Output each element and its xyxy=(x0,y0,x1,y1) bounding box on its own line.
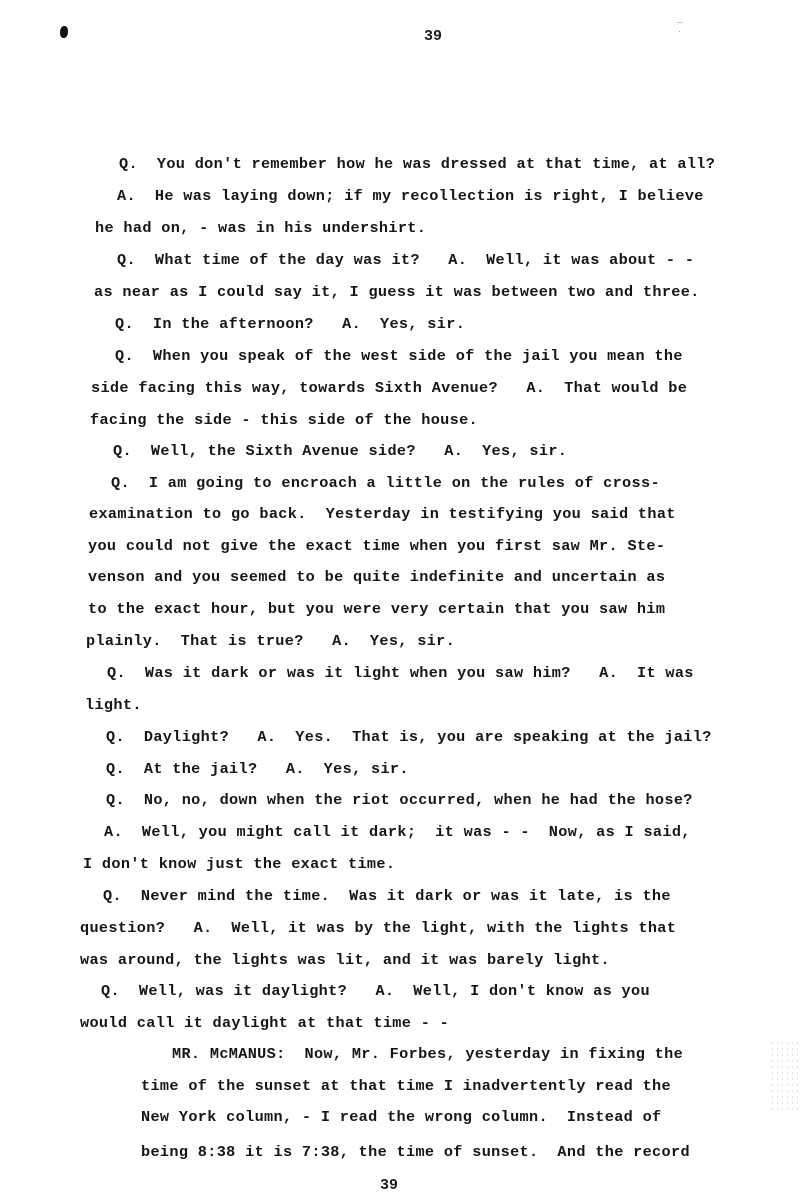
transcript-line: Q. You don't remember how he was dressed at that time, at all? xyxy=(119,155,716,173)
transcript-line: Q. Well, was it daylight? A. Well, I don't know as you xyxy=(101,982,650,1000)
transcript-line: Q. In the afternoon? A. Yes, sir. xyxy=(115,315,466,333)
transcript-line: was around, the lights was lit, and it was barely light. xyxy=(80,951,610,969)
transcript-line: examination to go back. Yesterday in testifying you said that xyxy=(89,505,676,523)
transcript-line: facing the side - this side of the house. xyxy=(90,411,479,429)
transcript-line: you could not give the exact time when you first saw Mr. Ste- xyxy=(88,537,666,555)
scan-noise xyxy=(770,1040,800,1110)
transcript-line: Q. I am going to encroach a little on the rules of cross- xyxy=(111,474,660,492)
transcript-line: MR. McMANUS: Now, Mr. Forbes, yesterday in fixing the xyxy=(172,1045,684,1063)
transcript-line: A. Well, you might call it dark; it was - - Now, as I said, xyxy=(104,823,691,841)
transcript-line: he had on, - was in his undershirt. xyxy=(95,219,427,237)
transcript-line: time of the sunset at that time I inadvertently read the xyxy=(141,1077,671,1095)
transcript-line: to the exact hour, but you were very certain that you saw him xyxy=(88,600,666,618)
transcript-line: Q. What time of the day was it? A. Well, it was about - - xyxy=(117,251,695,269)
transcript-line: Q. No, no, down when the riot occurred, when he had the hose? xyxy=(106,791,693,809)
transcript-line: A. He was laying down; if my recollection is right, I believe xyxy=(117,187,704,205)
transcript-line: question? A. Well, it was by the light, with the lights that xyxy=(80,919,677,937)
transcript-line: Q. Was it dark or was it light when you saw him? A. It was xyxy=(107,664,694,682)
transcript-line: Q. At the jail? A. Yes, sir. xyxy=(106,760,409,778)
transcript-line: Q. Never mind the time. Was it dark or was it late, is the xyxy=(103,887,671,905)
transcript-line: as near as I could say it, I guess it was between two and three. xyxy=(94,283,700,301)
transcript-line: I don't know just the exact time. xyxy=(83,855,396,873)
transcript-line: side facing this way, towards Sixth Avenue? A. That would be xyxy=(91,379,688,397)
transcript-line: Q. Well, the Sixth Avenue side? A. Yes, sir. xyxy=(113,442,568,460)
transcript-line: venson and you seemed to be quite indefinite and uncertain as xyxy=(88,568,666,586)
transcript-line: Q. When you speak of the west side of the jail you mean the xyxy=(115,347,683,365)
page-number-bottom: 39 xyxy=(380,1177,399,1194)
transcript-line: Q. Daylight? A. Yes. That is, you are speaking at the jail? xyxy=(106,728,712,746)
scan-artifact-mark: ¯ ˙ xyxy=(677,23,683,41)
transcript-line: plainly. That is true? A. Yes, sir. xyxy=(86,632,456,650)
transcript-line: New York column, - I read the wrong column. Instead of xyxy=(141,1108,662,1126)
transcript-line: would call it daylight at that time - - xyxy=(80,1014,450,1032)
transcript-line: light. xyxy=(85,696,142,714)
transcript-line: being 8:38 it is 7:38, the time of sunset. And the record xyxy=(141,1143,690,1161)
page-number-top: 39 xyxy=(424,28,443,45)
ink-blot-mark xyxy=(60,26,68,38)
